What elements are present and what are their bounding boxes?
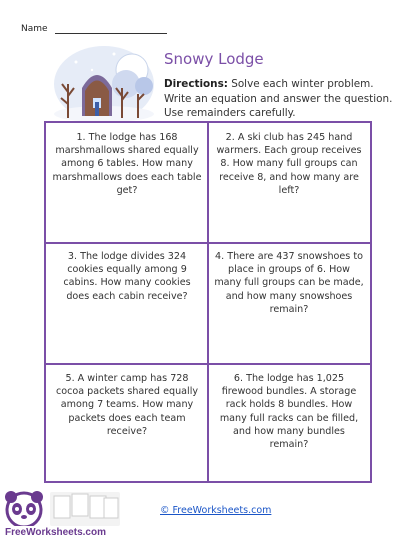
problem-6: 6. The lodge has 1,025 firewood bundles. A storage rack holds 8 bundles. How many full racks can be filled, and how many bundles remain? [219, 373, 359, 451]
grid-divider-horizontal-2 [44, 363, 372, 365]
problem-3: 3. The lodge divides 324 cookies equally among 9 cabins. How many cookies does each cabin receive? [63, 251, 191, 302]
page-title: Snowy Lodge [164, 50, 264, 68]
problem-4: 4. There are 437 snowshoes to place in groups of 6. How many full groups can be made, and how many snowshoes remain? [214, 251, 364, 315]
footer-link[interactable]: © FreeWorksheets.com [160, 505, 272, 516]
directions-text: Solve each winter problem. Write an equation and answer the question. Use remainders carefully. [164, 78, 393, 119]
grid-divider-horizontal-1 [44, 242, 372, 244]
logo-text: FreeWorksheets.com [5, 527, 106, 538]
name-label: Name [21, 24, 48, 34]
grid-divider-vertical [207, 121, 209, 483]
snowy-lodge-illustration [52, 40, 156, 122]
directions-label: Directions: [164, 78, 228, 90]
problem-1: 1. The lodge has 168 marshmallows shared equally among 6 tables. How many marshmallows does each table get? [52, 132, 202, 196]
problem-5: 5. A winter camp has 728 cocoa packets shared equally among 7 teams. How many packets does each team receive? [55, 373, 199, 437]
directions [164, 77, 396, 121]
problem-2: 2. A ski club has 245 hand warmers. Each group receives 8. How many full groups can receive 8, and how many are left? [216, 132, 362, 196]
name-line[interactable] [55, 33, 167, 34]
freeworksheets-logo [0, 488, 140, 539]
